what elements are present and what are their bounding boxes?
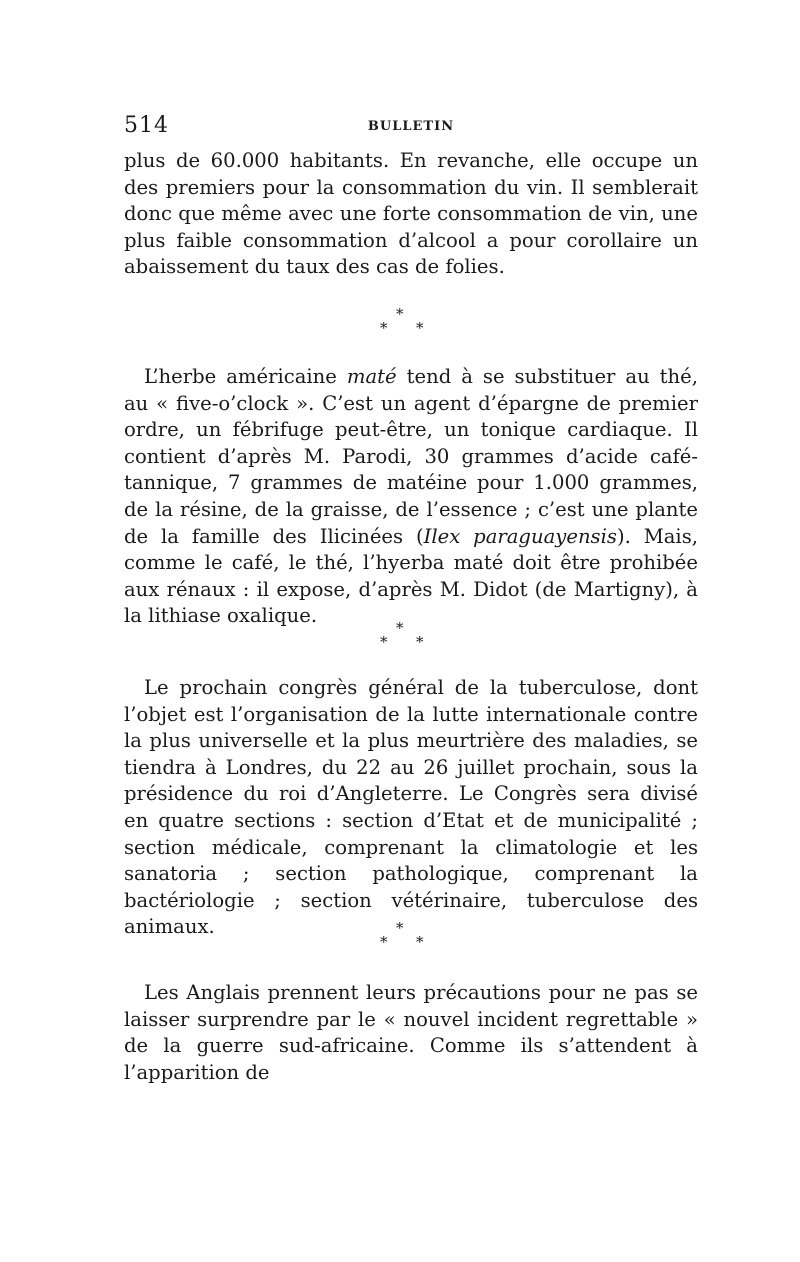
italic-text: Ilex paraguayensis bbox=[423, 524, 617, 548]
asterisk: * bbox=[416, 633, 424, 651]
asterism-separator bbox=[360, 619, 440, 657]
asterisk: * bbox=[416, 319, 424, 337]
asterisk: * bbox=[380, 319, 388, 337]
page-header bbox=[124, 113, 698, 143]
asterisk: * bbox=[396, 919, 404, 937]
asterisk: * bbox=[380, 933, 388, 951]
paragraph-tuberculosis-congress bbox=[124, 675, 698, 941]
text-run: Le prochain congrès général de la tuberculose, dont l’objet est l’organisation de la lutte internationale contre la plus universelle et la plus meurtrière des maladies, se tiendra à Londres, du 22 au 26 juillet prochain, sous la présidence du roi d’Angleterre. Le Congrès sera divisé en quatre sections : section d’Etat et de municipalité ; section médicale, comprenant la climatologie et les sanatoria ; section pathologique, comprenant la bactériologie ; section vétérinaire, tuberculose des animaux. bbox=[124, 676, 698, 939]
paragraph-south-african-war bbox=[124, 980, 698, 1086]
text-run: Les Anglais prennent leurs précautions pour ne pas se laisser surprendre par le « nouvel incident regrettable » de la guerre sud-africaine. Comme ils s’attendent à l’apparition de bbox=[124, 981, 698, 1084]
page-number: 514 bbox=[124, 113, 169, 138]
asterisk: * bbox=[380, 633, 388, 651]
text-run: tend à se substituer au thé, au « five-o’clock ». C’est un agent d’épargne de premier ordre, un fébrifuge peut-être, un tonique cardiaque. Il contient d’après M. Parodi, 30 grammes d’acide café-tannique, 7 grammes de matéine pour 1.000 grammes, de la résine, de la graisse, de l’essence ; c’est une plante de la famille des Ilicinées ( bbox=[124, 365, 698, 548]
text-run: L’herbe américaine bbox=[144, 365, 347, 388]
text-run: ). Mais, comme le café, le thé, l’hyerba maté doit être prohibée aux rénaux : il expose, d’après M. Didot (de Martigny), à la lithiase oxalique. bbox=[124, 524, 698, 628]
text-run: plus de 60.000 habitants. En revanche, elle occupe un des premiers pour la consommation du vin. Il semblerait donc que même avec une forte consommation de vin, une plus faible consommation d’alcool a pour corollaire un abaissement du taux des cas de folies. bbox=[124, 149, 698, 279]
asterisk: * bbox=[416, 933, 424, 951]
italic-text: maté bbox=[346, 365, 397, 388]
asterism-separator bbox=[360, 305, 440, 343]
paragraph-mate bbox=[124, 364, 698, 630]
paragraph-alcohol bbox=[124, 148, 698, 281]
running-title: BULLETIN bbox=[367, 119, 455, 134]
asterisk: * bbox=[396, 619, 404, 637]
asterism-separator bbox=[360, 919, 440, 957]
asterisk: * bbox=[396, 305, 404, 323]
